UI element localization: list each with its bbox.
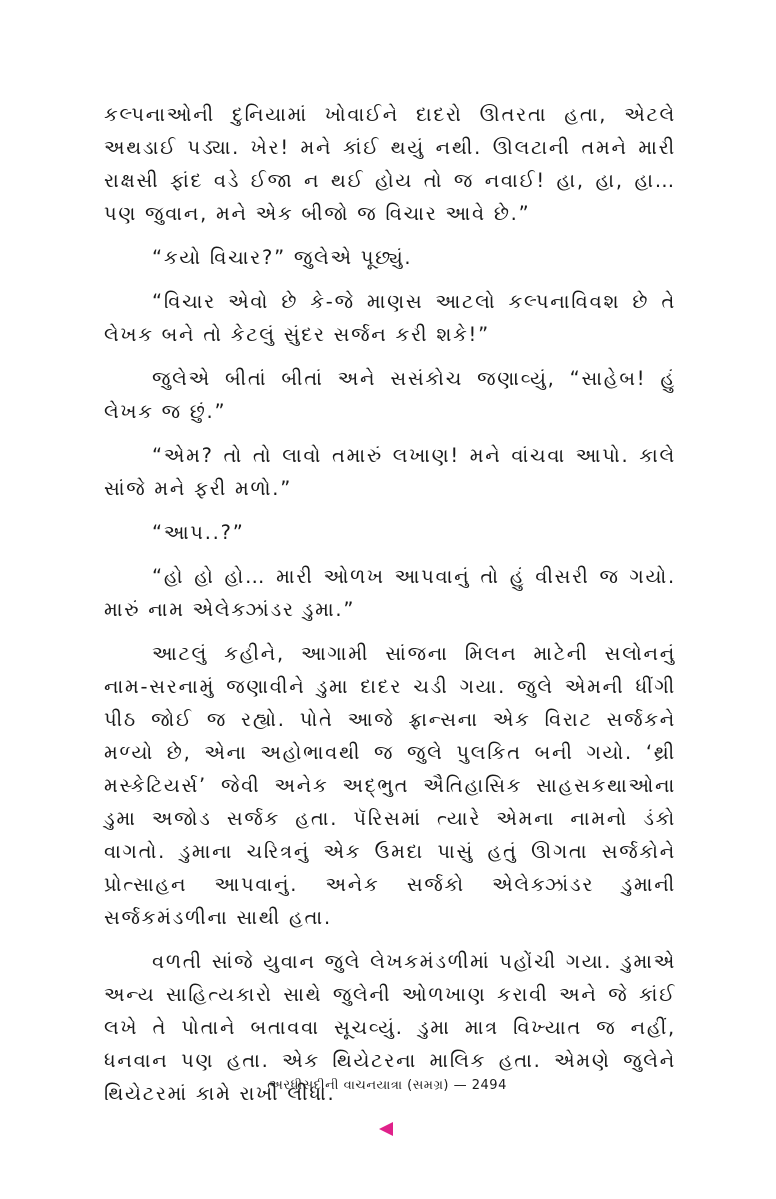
paragraph: “આપ..?” [152,521,245,544]
paragraph: “એમ? તો તો લાવો તમારું લખાણ! મને વાંચવા આપો. કાલે સાંજે મને ફરી મળો.” [104,444,676,500]
paragraph: આટલું કહીને, આગામી સાંજના મિલન માટેની સલોનનું નામ-સરનામું જણાવીને ડુમા દાદર ચડી ગયા. જુલે એમની ધીંગી પીઠ જોઈ જ રહ્યો. પોતે આજે ફ્રાન્સના એક વિરાટ સર્જકને મળ્યો છે, એના અહોભાવથી જ જુલે પુલકિત બની ગયો. ‘થ્રી મસ્કેટિયર્સ’ જેવી અનેક અદ્ભુત ઐતિહાસિક સાહસકથાઓના ડુમા અજોડ સર્જક હતા. પૅરિસમાં ત્યારે એમના નામનો ડંકો વાગતો. ડુમાના ચરિત્રનું એક ઉમદા પાસું હતું ઊગતા સર્જકોને પ્રોત્સાહન આપવાનું. અનેક સર્જકો એલેક્ઝાંડર ડુમાની સર્જકમંડળીના સાથી હતા. [104,642,676,929]
left-triangle-icon[interactable] [379,1122,393,1136]
paragraph: વળતી સાંજે યુવાન જુલે લેખકમંડળીમાં પહોંચી ગયા. ડુમાએ અન્ય સાહિત્યકારો સાથે જુલેની ઓળખાણ કરાવી અને જે કાંઈ લખે તે પોતાને બતાવવા સૂચવ્યું. ડુમા માત્ર વિખ્યાત જ નહીં, ધનવાન પણ હતા. એક થિયેટરના માલિક હતા. એમણે જુલેને થિયેટરમાં કામે રાખી લીધા. [104,950,676,1105]
page-body [104,98,676,1121]
paragraph: જુલેએ બીતાં બીતાં અને સસંકોચ જણાવ્યું, “સાહેબ! હું લેખક જ છું.” [104,367,676,423]
paragraph: “હો હો હો… મારી ઓળખ આપવાનું તો હું વીસરી જ ગયો. મારું નામ એલેક્ઝાંડર ડુમા.” [104,565,676,621]
page-footer: અરધીસદીની વાચનયાત્રા (સમગ્ર) — 2494 [269,1078,507,1093]
paragraph: “કયો વિચાર?” જુલેએ પૂછ્યું. [152,246,413,269]
paragraph: “વિચાર એવો છે કે-જે માણસ આટલો કલ્પનાવિવશ છે તે લેખક બને તો કેટલું સુંદર સર્જન કરી શકે!” [104,290,676,346]
paragraph: કલ્પનાઓની દુનિયામાં ખોવાઈને દાદરો ઊતરતા હતા, એટલે અથડાઈ પડ્યા. ખેર! મને કાંઈ થયું નથી. ઊલટાની તમને મારી રાક્ષસી ફાંદ વડે ઈજા ન થઈ હોય તો જ નવાઈ! હા, હા, હા… પણ જુવાન, મને એક બીજો જ વિચાર આવે છે.” [104,103,676,225]
